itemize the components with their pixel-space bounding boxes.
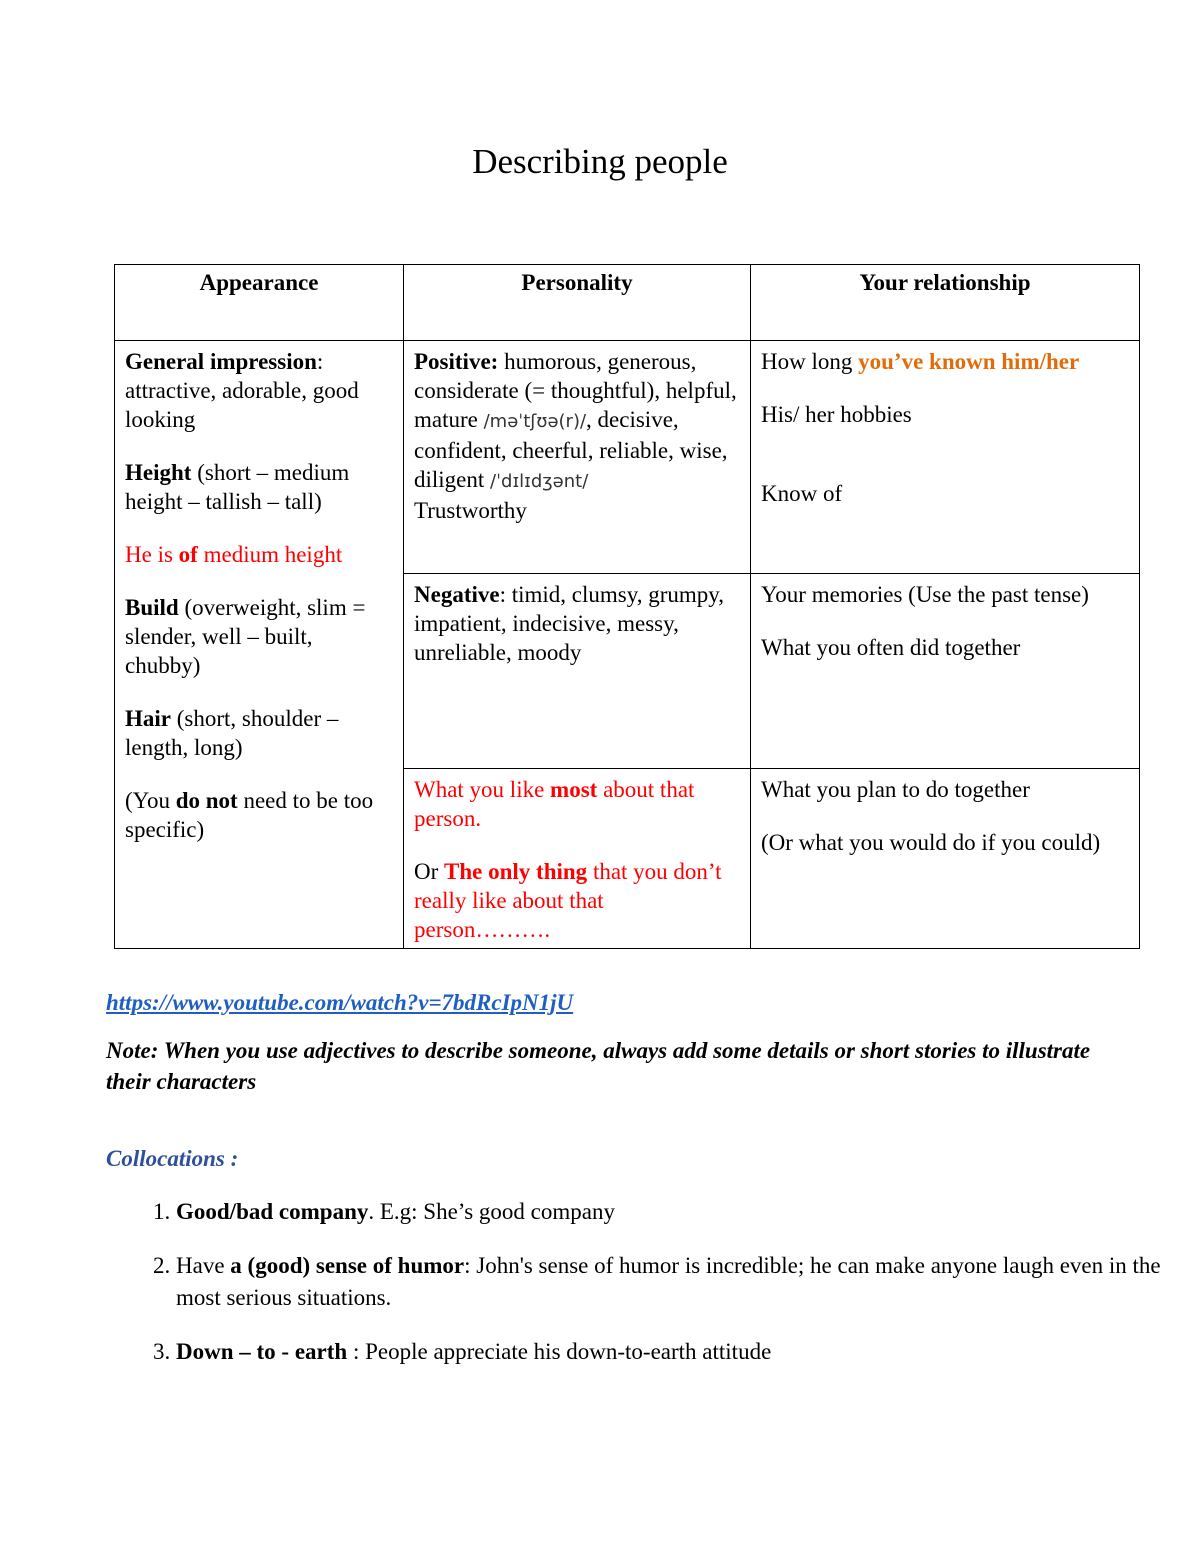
likes-cell (404, 769, 751, 949)
colloc-bold: Down – to - earth (176, 1339, 348, 1364)
height-entry (125, 458, 393, 516)
like-c: about that person. (414, 777, 695, 831)
ipa-mature: /məˈtʃʊə(r)/ (483, 411, 587, 432)
relationship-cell-3 (751, 769, 1140, 949)
dislike-c: that you don’t really like about that person………. (414, 859, 722, 942)
plan-together: What you plan to do together (761, 777, 1030, 802)
build-text: (overweight, slim = slender, well – built, chubby) (125, 595, 366, 678)
memories: Your memories (Use the past tense) (761, 582, 1089, 607)
like-a: What you like (414, 777, 551, 802)
collocations-heading: Collocations : (106, 1146, 239, 1171)
negative-label: Negative (414, 582, 500, 607)
note-c: need to be too specific) (125, 788, 374, 842)
positive-text-1: humorous, generous, considerate (= thoughtful), helpful, mature (414, 349, 737, 432)
build-label: Build (125, 595, 179, 620)
height-example-b: of (178, 542, 198, 567)
hair-text: (short, shoulder – length, long) (125, 706, 339, 760)
know-of: Know of (761, 481, 843, 506)
header-relationship: Your relationship (751, 265, 1140, 341)
colloc-rest: : People appreciate his down-to-earth attitude (347, 1339, 772, 1364)
list-item (176, 1336, 1176, 1368)
table-row (115, 341, 1140, 574)
how-long-b: you’ve known him/her (858, 349, 1080, 374)
build-entry (125, 593, 393, 680)
colloc-bold: Good/bad company (176, 1199, 369, 1224)
how-long (761, 347, 1129, 376)
list-item (176, 1250, 1176, 1314)
collocations-list (106, 1196, 1176, 1390)
hair-label: Hair (125, 706, 171, 731)
height-example-a: He is (125, 542, 179, 567)
positive-label: Positive: (414, 349, 499, 374)
like-b: most (550, 777, 598, 802)
height-label: Height (125, 460, 192, 485)
colloc-pre: Have (176, 1253, 231, 1278)
specificity-note (125, 786, 393, 844)
height-example-c: medium height (197, 542, 343, 567)
negative-cell (404, 574, 751, 769)
general-impression (125, 347, 393, 434)
negative-entry (414, 580, 740, 667)
hair-entry (125, 704, 393, 762)
header-personality: Personality (404, 265, 751, 341)
relationship-cell-2 (751, 574, 1140, 769)
note-a: (You (125, 788, 176, 813)
how-long-a: How long (761, 349, 859, 374)
like-most (414, 775, 740, 833)
colloc-bold: a (good) sense of humor (230, 1253, 465, 1278)
positive-text-2: , decisive, confident, cheerful, reliable, wise, diligent (414, 407, 728, 492)
general-label: General impression (125, 349, 317, 374)
positive-text-3: Trustworthy (414, 498, 527, 523)
dislike-or: Or (414, 859, 445, 884)
appearance-cell (115, 341, 404, 949)
height-text: (short – medium height – tallish – tall) (125, 460, 350, 514)
header-appearance: Appearance (115, 265, 404, 341)
positive-entry (414, 347, 740, 525)
negative-text: : timid, clumsy, grumpy, impatient, indecisive, messy, unreliable, moody (414, 582, 725, 665)
often-together: What you often did together (761, 635, 1021, 660)
general-colon: : (316, 349, 324, 374)
list-item (176, 1196, 1176, 1228)
describing-table (114, 264, 1140, 949)
colloc-rest: . E.g: She’s good company (368, 1199, 615, 1224)
note-text: Note: When you use adjectives to describe someone, always add some details or short stories to illustrate their characters (106, 1038, 1091, 1094)
positive-cell (404, 341, 751, 574)
ipa-diligent: /ˈdɪlɪdʒənt/ (490, 471, 589, 492)
would-do: (Or what you would do if you could) (761, 830, 1101, 855)
youtube-link[interactable]: https://www.youtube.com/watch?v=7bdRcIpN1jU (106, 990, 574, 1015)
dislike (414, 857, 740, 944)
general-text: attractive, adorable, good looking (125, 378, 359, 432)
relationship-cell-1 (751, 341, 1140, 574)
hobbies: His/ her hobbies (761, 402, 912, 427)
colloc-rest: : John's sense of humor is incredible; he can make anyone laugh even in the most serious situations. (176, 1253, 1161, 1310)
page-title: Describing people (472, 142, 728, 181)
height-example (125, 540, 393, 569)
note-b: do not (175, 788, 238, 813)
table-header-row (115, 265, 1140, 341)
dislike-b: The only thing (444, 859, 588, 884)
